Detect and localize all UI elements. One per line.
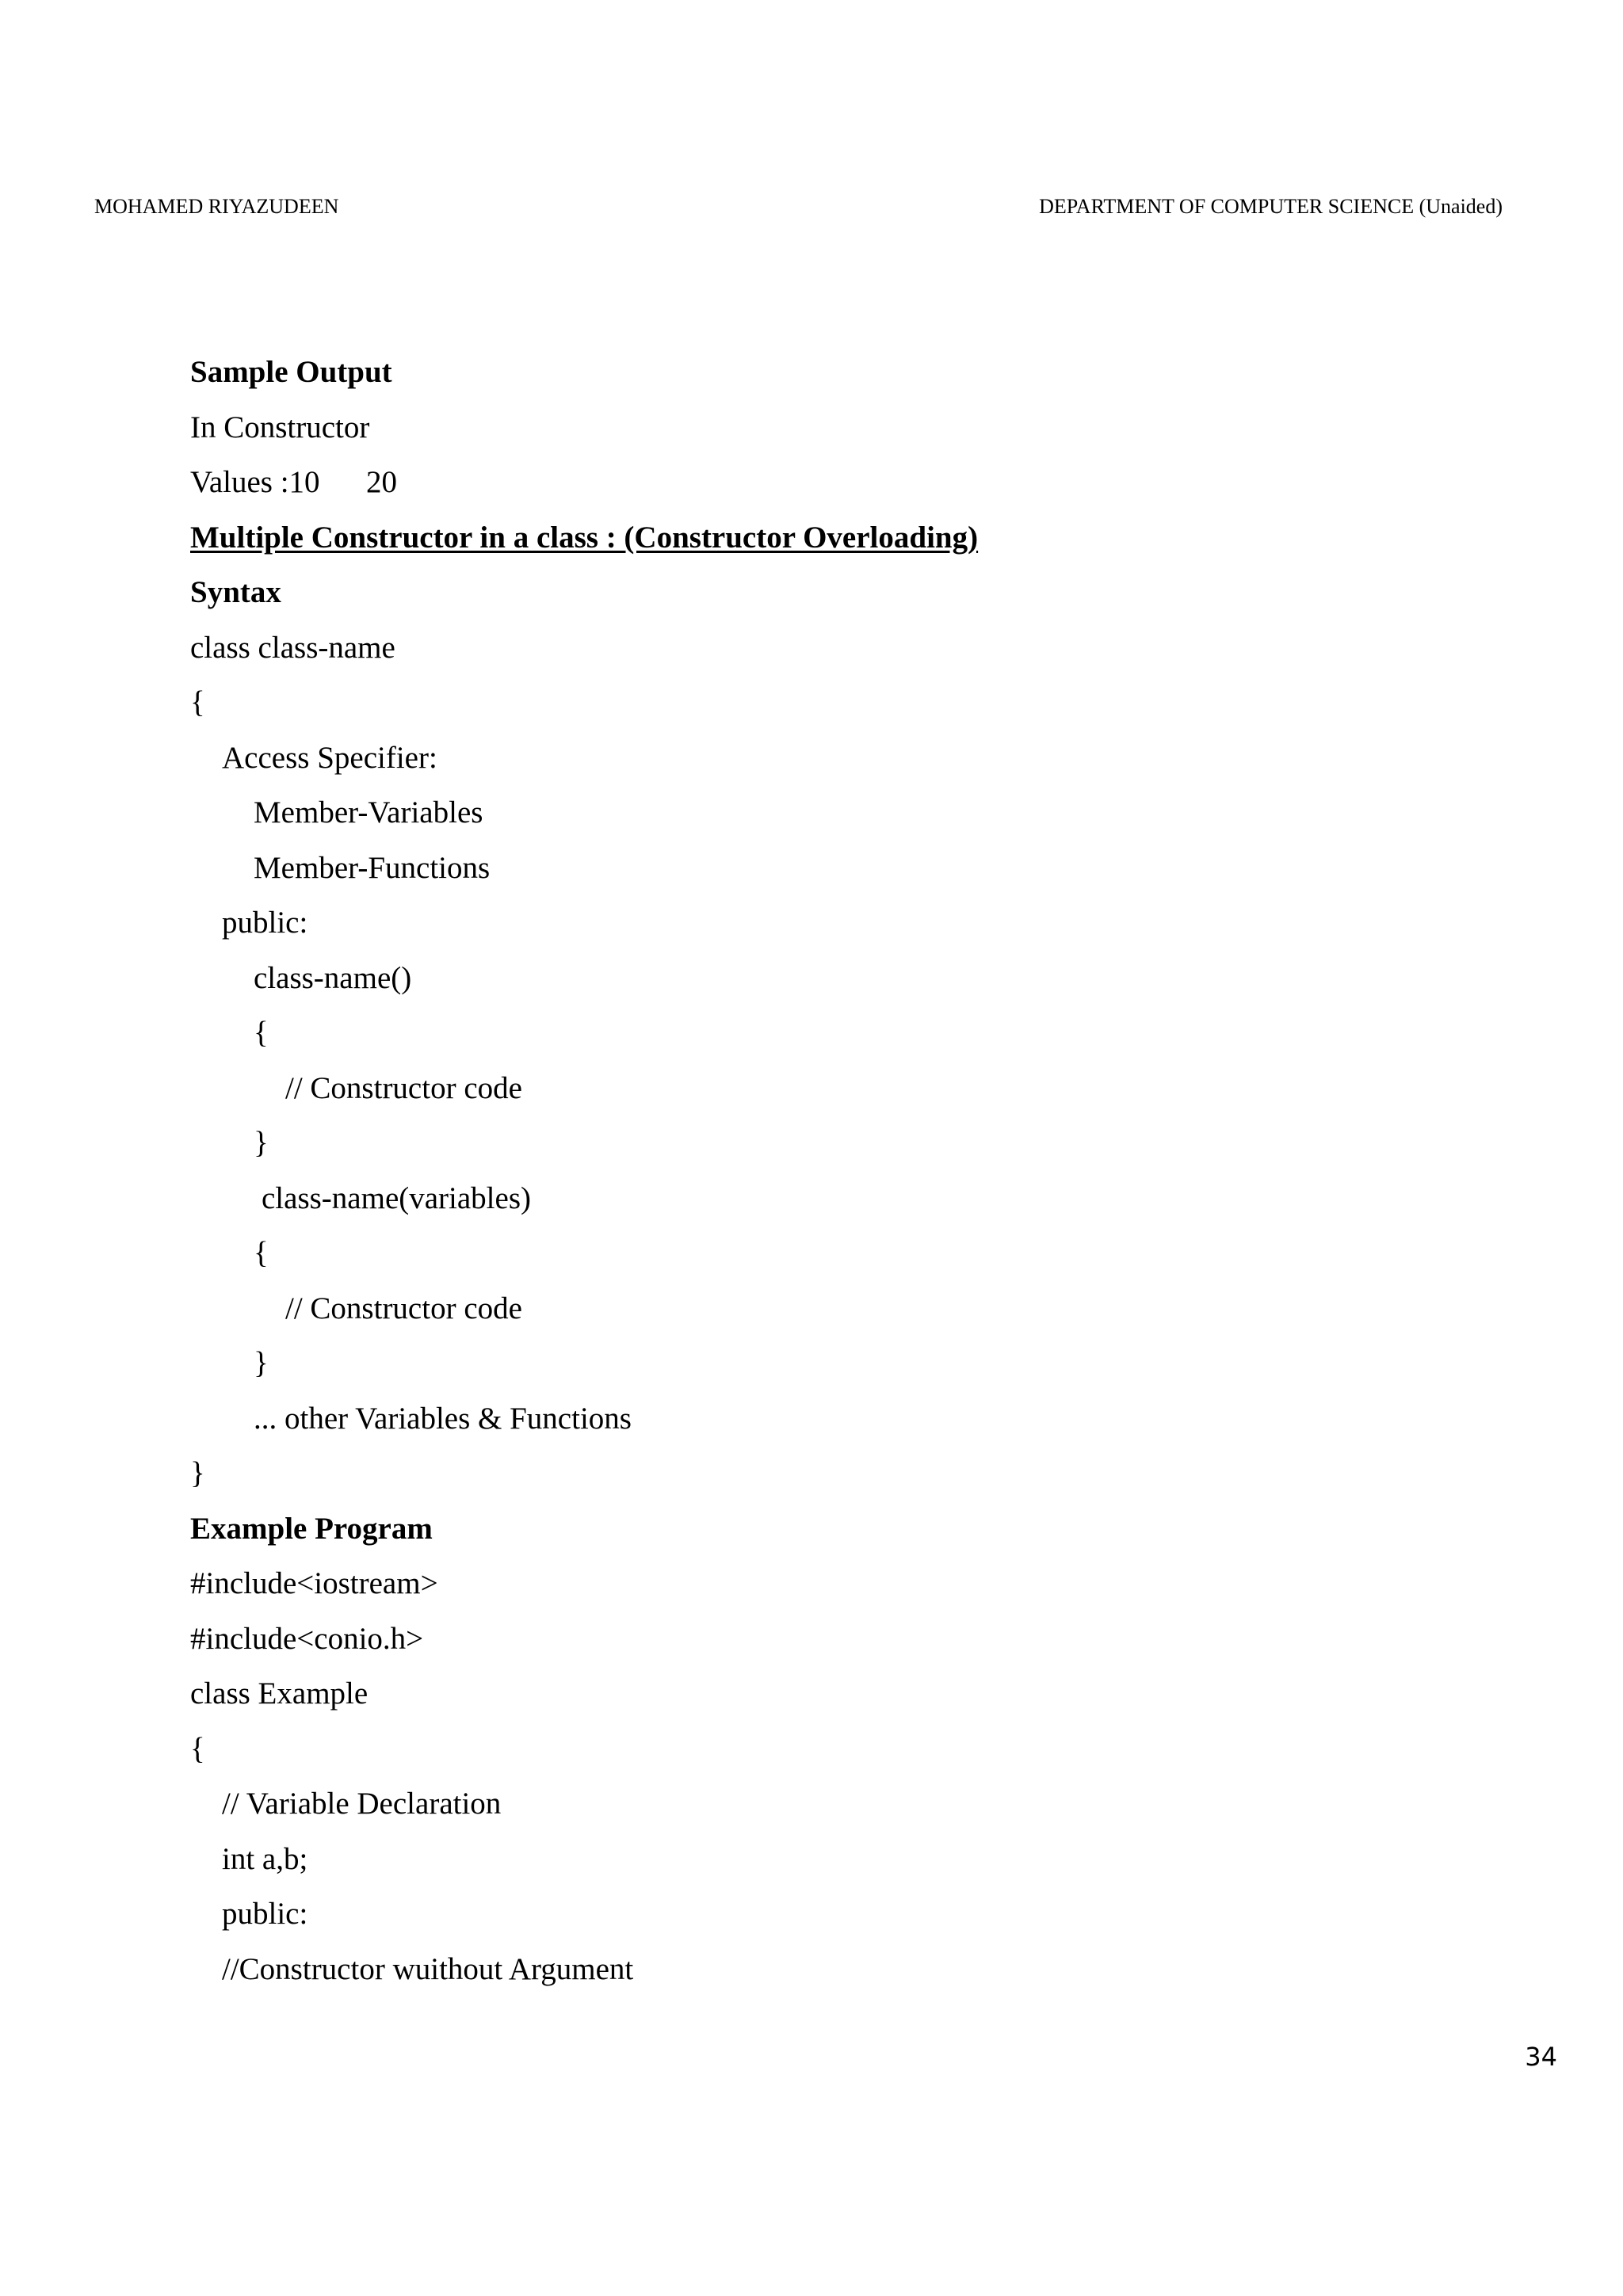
code-line: class-name(variables) xyxy=(262,1180,531,1215)
code-line: // Constructor code xyxy=(285,1070,522,1105)
code-line: } xyxy=(254,1126,269,1160)
text-line: Values :10 20 xyxy=(190,465,398,499)
code-line: class-name() xyxy=(254,960,412,995)
code-line: { xyxy=(190,685,205,719)
code-line: #include<conio.h> xyxy=(190,1621,424,1656)
heading-sample-output: Sample Output xyxy=(190,355,392,389)
header-department: DEPARTMENT OF COMPUTER SCIENCE (Unaided) xyxy=(1039,195,1503,218)
code-line: // Constructor code xyxy=(285,1291,522,1325)
code-line: { xyxy=(254,1016,269,1050)
header-author: MOHAMED RIYAZUDEEN xyxy=(94,195,339,218)
code-line: Member-Variables xyxy=(254,795,483,830)
code-line: ... other Variables & Functions xyxy=(254,1401,632,1436)
code-line: class class-name xyxy=(190,630,395,665)
code-line: } xyxy=(190,1456,205,1490)
code-line: } xyxy=(254,1346,269,1380)
page-number: 34 xyxy=(1525,2042,1557,2072)
code-line: public: xyxy=(222,906,308,940)
code-line: Access Specifier: xyxy=(222,740,437,775)
code-line: //Constructor wuithout Argument xyxy=(222,1951,634,1986)
code-line: public: xyxy=(222,1897,308,1931)
text-line: In Constructor xyxy=(190,410,370,444)
code-line: { xyxy=(190,1731,205,1766)
heading-syntax: Syntax xyxy=(190,575,281,609)
code-line: int a,b; xyxy=(222,1841,308,1876)
code-line: Member-Functions xyxy=(254,850,491,885)
code-line: class Example xyxy=(190,1676,369,1711)
code-line: #include<iostream> xyxy=(190,1566,438,1600)
code-line: { xyxy=(254,1236,269,1270)
code-line: // Variable Declaration xyxy=(222,1787,502,1821)
heading-example-program: Example Program xyxy=(190,1511,433,1546)
heading-constructor-overloading: Multiple Constructor in a class : (Constructor Overloading) xyxy=(190,520,979,555)
page-content xyxy=(190,349,1537,2001)
